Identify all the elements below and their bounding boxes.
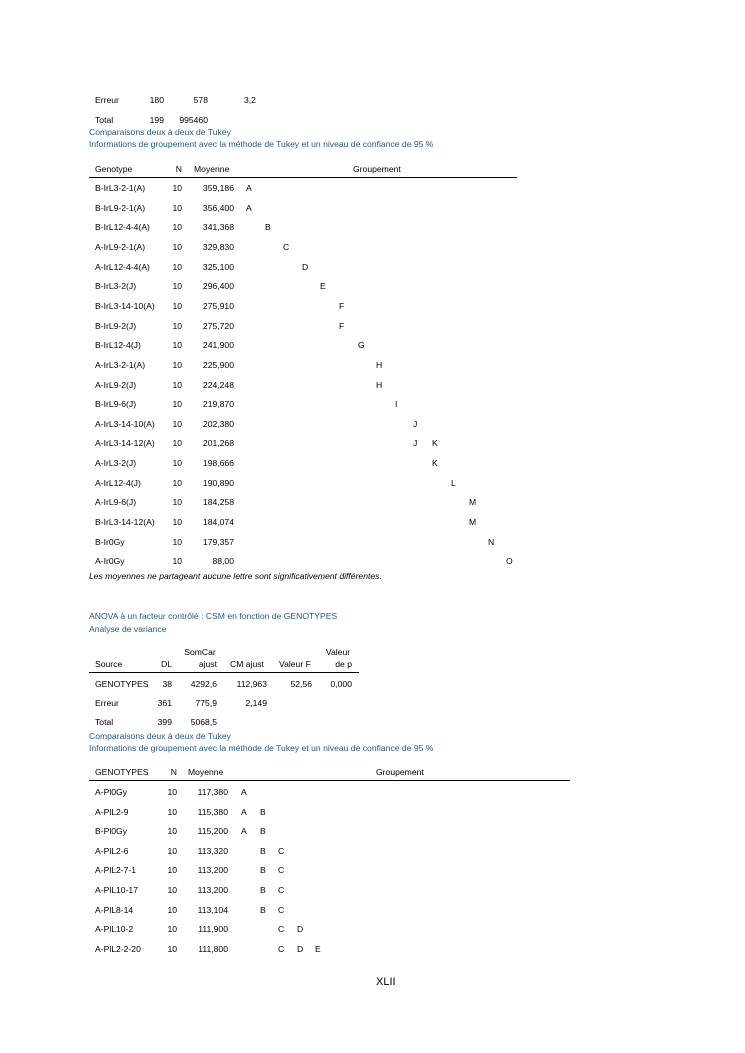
anova-row-somcar: 775,9 <box>195 698 217 708</box>
table-row-mean: 275,720 <box>202 321 234 331</box>
table-row-genotype: B-IrL12-4-4(A) <box>95 222 150 232</box>
anova-header-f: Valeur F <box>279 659 311 669</box>
header-n-2: N <box>170 767 177 777</box>
grouping-letter: D <box>302 262 309 272</box>
table-row-mean: 184,258 <box>202 497 234 507</box>
table-row-mean: 198,666 <box>202 458 234 468</box>
table-row-mean: 190,890 <box>202 478 234 488</box>
footnote: Les moyennes ne partageant aucune lettre sont significativement différentes. <box>89 571 382 581</box>
grouping-letter: B <box>260 885 266 895</box>
grouping-letter: C <box>278 905 285 915</box>
grouping-letter: E <box>315 944 321 954</box>
table-row-genotype: A-IrL9-2(J) <box>95 380 137 390</box>
table-row-mean: 241,900 <box>202 340 234 350</box>
grouping-letter: A <box>241 807 247 817</box>
grouping-letter: G <box>358 340 365 350</box>
table-row-n: 10 <box>167 846 177 856</box>
table-row-genotype: B-IrL9-2(J) <box>95 321 137 331</box>
table-row-n: 10 <box>172 360 182 370</box>
table-row-n: 10 <box>167 826 177 836</box>
grouping-letter: C <box>278 846 285 856</box>
table-row-n: 10 <box>172 183 182 193</box>
table-row-n: 10 <box>167 807 177 817</box>
header-genotype: Genotype <box>95 164 133 174</box>
table-row-n: 10 <box>172 262 182 272</box>
grouping-letter: A <box>246 203 252 213</box>
table-row-n: 10 <box>172 497 182 507</box>
table-row-mean: 296,400 <box>202 281 234 291</box>
table-row-genotype: B-IrL3-14-12(A) <box>95 517 155 527</box>
grouping-letter: F <box>339 321 345 331</box>
table-row-genotype: A-IrL9-2-1(A) <box>95 242 146 252</box>
table-row-genotype: B-IrL3-14-10(A) <box>95 301 155 311</box>
page-number: XLII <box>376 976 396 988</box>
anova-header-rule <box>89 672 359 673</box>
grouping-letter: C <box>283 242 290 252</box>
anova-row-p: 0,000 <box>330 679 352 689</box>
anova-header-dl: DL <box>161 659 172 669</box>
anova-row-somcar: 5068,5 <box>190 717 217 727</box>
table-row-genotype: B-Ir0Gy <box>95 537 125 547</box>
table-row-genotype: A-IrL3-14-10(A) <box>95 419 155 429</box>
grouping-letter: D <box>297 944 304 954</box>
grouping-letter: A <box>241 787 247 797</box>
table-row-n: 10 <box>167 905 177 915</box>
grouping-letter: B <box>260 807 266 817</box>
table-row-genotype: A-PlL2-6 <box>95 846 129 856</box>
table-row-n: 10 <box>172 419 182 429</box>
anova-row-dl: 38 <box>162 679 172 689</box>
grouping-letter: F <box>339 301 345 311</box>
header-moyenne: Moyenne <box>194 164 230 174</box>
anova-row-source: Total <box>95 717 114 727</box>
grouping-letter: I <box>395 399 398 409</box>
table-row-mean: 329,830 <box>202 242 234 252</box>
grouping-letter: B <box>260 905 266 915</box>
table-row-mean: 111,800 <box>198 944 228 954</box>
header-genotypes: GENOTYPES <box>95 767 149 777</box>
table-row-genotype: A-PlL2-9 <box>95 807 129 817</box>
grouping-letter: H <box>376 360 383 370</box>
table-row-mean: 113,320 <box>197 846 228 856</box>
table-row-n: 10 <box>172 301 182 311</box>
table-row-genotype: B-IrL9-2-1(A) <box>95 203 146 213</box>
table-row-mean: 359,186 <box>202 183 234 193</box>
table-row-n: 10 <box>172 399 182 409</box>
anova-row-source: GENOTYPES <box>95 679 149 689</box>
table-row-mean: 113,200 <box>197 885 228 895</box>
header-groupement: Groupement <box>353 164 401 174</box>
table-row-genotype: A-IrL3-14-12(A) <box>95 438 155 448</box>
grouping-letter: J <box>413 438 418 448</box>
table-row-genotype: B-Pl0Gy <box>95 826 127 836</box>
table-row-mean: 113,104 <box>197 905 228 915</box>
grouping-letter: H <box>376 380 383 390</box>
anova-erreur-dl: 180 <box>149 95 164 105</box>
table-row-mean: 113,200 <box>197 865 228 875</box>
anova-row-dl: 399 <box>157 717 172 727</box>
anova-erreur-source: Erreur <box>95 95 119 105</box>
table-row-genotype: A-Pl0Gy <box>95 787 127 797</box>
table-row-n: 10 <box>172 478 182 488</box>
table-row-n: 10 <box>167 885 177 895</box>
table-row-n: 10 <box>172 281 182 291</box>
anova-erreur-cm: 3,2 <box>244 95 256 105</box>
header-rule <box>89 177 517 178</box>
anova-row-f: 52,56 <box>290 679 312 689</box>
grouping-letter: N <box>488 537 495 547</box>
grouping-letter: L <box>451 478 456 488</box>
table-row-n: 10 <box>172 203 182 213</box>
table-row-genotype: A-IrL3-2(J) <box>95 458 137 468</box>
anova-row-cm: 2,149 <box>245 698 267 708</box>
table-row-n: 10 <box>167 865 177 875</box>
grouping-letter: K <box>432 438 438 448</box>
table-row-genotype: B-IrL9-6(J) <box>95 399 137 409</box>
grouping-letter: M <box>469 517 477 527</box>
table-row-n: 10 <box>172 321 182 331</box>
header-groupement-2: Groupement <box>376 767 424 777</box>
tukey-subtitle-2: Informations de groupement avec la méthode de Tukey et un niveau de confiance de 95 % <box>89 743 434 753</box>
table-row-genotype: B-IrL3-2(J) <box>95 281 137 291</box>
tukey-title-2: Comparaisons deux à deux de Tukey <box>89 731 231 741</box>
table-row-genotype: A-IrL12-4(J) <box>95 478 141 488</box>
table-row-genotype: A-PlL10-17 <box>95 885 138 895</box>
anova-total-dl: 199 <box>149 115 164 125</box>
table-row-mean: 201,268 <box>202 438 234 448</box>
table-row-mean: 325,100 <box>202 262 234 272</box>
anova-row-dl: 361 <box>157 698 172 708</box>
anova-row-cm: 112,963 <box>236 679 267 689</box>
grouping-letter: D <box>297 924 304 934</box>
anova-total-somcar: 995460 <box>179 115 208 125</box>
grouping-letter: B <box>260 826 266 836</box>
table-row-n: 10 <box>172 340 182 350</box>
table-row-n: 10 <box>167 924 177 934</box>
table-row-mean: 117,380 <box>197 787 228 797</box>
table-row-mean: 224,248 <box>202 380 234 390</box>
anova-header-p-2: de p <box>335 659 352 669</box>
table-row-genotype: A-Ir0Gy <box>95 556 125 566</box>
grouping-letter: B <box>260 865 266 875</box>
grouping-letter: B <box>265 222 271 232</box>
grouping-letter: J <box>413 419 418 429</box>
table-row-mean: 179,357 <box>202 537 234 547</box>
table-row-n: 10 <box>172 458 182 468</box>
anova-header-somcar-1: SomCar <box>184 647 216 657</box>
table-row-genotype: A-IrL3-2-1(A) <box>95 360 146 370</box>
table-row-genotype: A-PlL8-14 <box>95 905 134 915</box>
header-rule-2 <box>89 780 570 781</box>
tukey-title-1: Comparaisons deux à deux de Tukey <box>89 127 231 137</box>
anova-title: ANOVA à un facteur contrôlé : CSM en fonction de GENOTYPES <box>89 611 338 621</box>
grouping-letter: C <box>278 865 285 875</box>
table-row-mean: 88,00 <box>212 556 234 566</box>
table-row-mean: 111,900 <box>198 924 228 934</box>
table-row-n: 10 <box>172 556 182 566</box>
anova-subtitle: Analyse de variance <box>89 624 167 634</box>
table-row-mean: 202,380 <box>202 419 234 429</box>
grouping-letter: O <box>506 556 513 566</box>
table-row-n: 10 <box>172 517 182 527</box>
anova-total-source: Total <box>95 115 114 125</box>
table-row-genotype: A-PlL2-7-1 <box>95 865 137 875</box>
header-n: N <box>175 164 182 174</box>
table-row-genotype: B-IrL12-4(J) <box>95 340 141 350</box>
anova-header-source: Source <box>95 659 123 669</box>
table-row-n: 10 <box>167 944 177 954</box>
grouping-letter: A <box>246 183 252 193</box>
grouping-letter: E <box>320 281 326 291</box>
grouping-letter: C <box>278 924 285 934</box>
table-row-mean: 184,074 <box>202 517 234 527</box>
anova-erreur-somcar: 578 <box>193 95 208 105</box>
table-row-mean: 275,910 <box>202 301 234 311</box>
anova-header-p-1: Valeur <box>325 647 351 657</box>
tukey-subtitle-1: Informations de groupement avec la méthode de Tukey et un niveau de confiance de 95 % <box>89 139 434 149</box>
table-row-mean: 225,900 <box>202 360 234 370</box>
grouping-letter: A <box>241 826 247 836</box>
header-moyenne-2: Moyenne <box>188 767 224 777</box>
grouping-letter: K <box>432 458 438 468</box>
table-row-mean: 115,200 <box>197 826 228 836</box>
grouping-letter: M <box>469 497 477 507</box>
table-row-mean: 341,368 <box>202 222 234 232</box>
table-row-genotype: A-PlL2-2-20 <box>95 944 141 954</box>
grouping-letter: C <box>278 885 285 895</box>
table-row-n: 10 <box>172 438 182 448</box>
table-row-mean: 115,380 <box>197 807 228 817</box>
table-row-mean: 356,400 <box>202 203 234 213</box>
table-row-n: 10 <box>167 787 177 797</box>
table-row-mean: 219,870 <box>202 399 234 409</box>
anova-header-somcar-2: ajust <box>198 659 217 669</box>
table-row-n: 10 <box>172 380 182 390</box>
anova-row-source: Erreur <box>95 698 119 708</box>
table-row-genotype: A-IrL9-6(J) <box>95 497 137 507</box>
table-row-genotype: A-PlL10-2 <box>95 924 134 934</box>
table-row-genotype: B-IrL3-2-1(A) <box>95 183 146 193</box>
table-row-n: 10 <box>172 537 182 547</box>
anova-row-somcar: 4292,6 <box>190 679 217 689</box>
table-row-genotype: A-IrL12-4-4(A) <box>95 262 150 272</box>
table-row-n: 10 <box>172 222 182 232</box>
table-row-n: 10 <box>172 242 182 252</box>
grouping-letter: C <box>278 944 285 954</box>
grouping-letter: B <box>260 846 266 856</box>
anova-header-cm: CM ajust <box>230 659 264 669</box>
